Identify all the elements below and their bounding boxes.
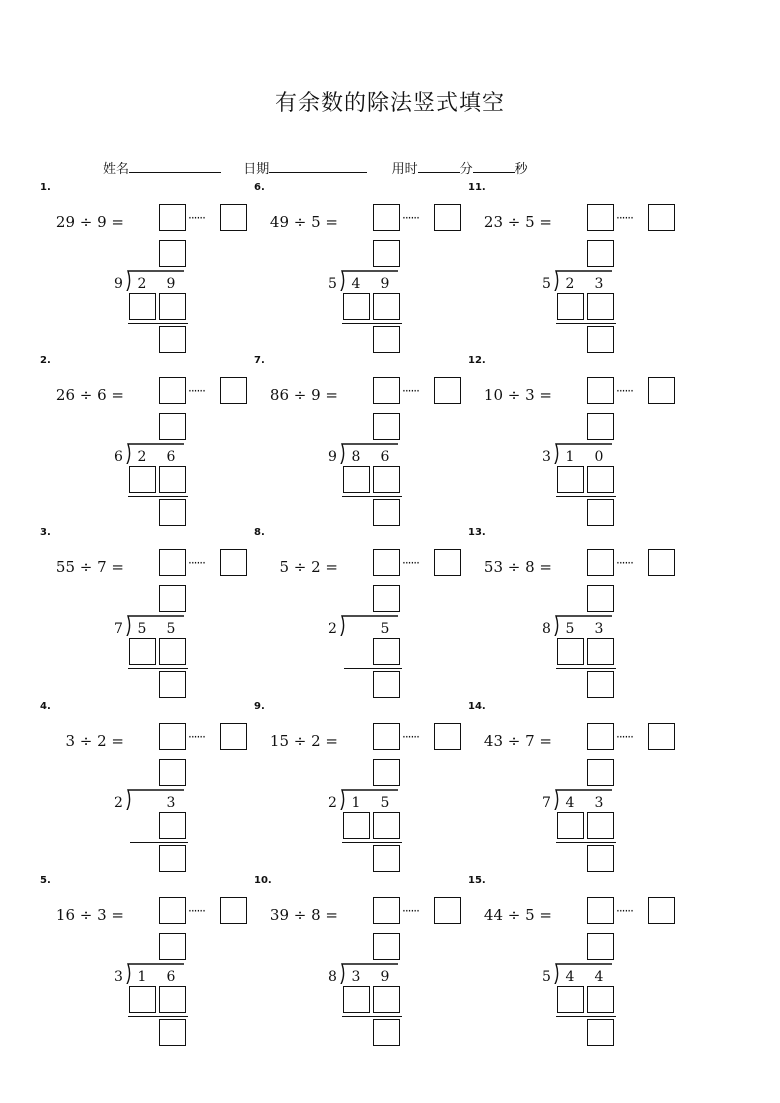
- equals-sign: =: [106, 213, 124, 231]
- vertical-remainder-box[interactable]: [373, 326, 400, 353]
- problem-number: 4.: [40, 701, 51, 712]
- equation-text: [54, 213, 124, 231]
- vertical-remainder-box[interactable]: [373, 499, 400, 526]
- dividend: 44: [483, 906, 503, 924]
- divisor-in-equation: 5: [525, 213, 535, 231]
- equals-sign: =: [534, 906, 552, 924]
- vertical-remainder-box[interactable]: [159, 1019, 186, 1046]
- product-tens-box[interactable]: [343, 293, 370, 320]
- dividend: 16: [55, 906, 75, 924]
- problem-number: 3.: [40, 527, 51, 538]
- quotient-answer-box[interactable]: [159, 377, 186, 404]
- dividend-tens-digit: 2: [137, 449, 147, 465]
- problem-item: [468, 701, 698, 871]
- remainder-answer-box[interactable]: [220, 377, 247, 404]
- dividend: 43: [483, 732, 503, 750]
- product-tens-box[interactable]: [129, 293, 156, 320]
- long-division-divisor: 7: [542, 795, 551, 811]
- equals-sign: =: [106, 906, 124, 924]
- quotient-answer-box[interactable]: [373, 377, 400, 404]
- divisor-in-equation: 3: [97, 906, 107, 924]
- product-tens-box[interactable]: [129, 638, 156, 665]
- vertical-quotient-box[interactable]: [159, 933, 186, 960]
- equals-sign: =: [106, 732, 124, 750]
- divide-sign: ÷: [289, 732, 312, 750]
- remainder-dots: ······: [188, 556, 205, 570]
- product-ones-box[interactable]: [159, 812, 186, 839]
- product-ones-box[interactable]: [373, 638, 400, 665]
- dividend-tens-digit: 1: [351, 795, 361, 811]
- product-tens-box[interactable]: [129, 466, 156, 493]
- remainder-dots: ······: [616, 556, 633, 570]
- dividend: 26: [55, 386, 75, 404]
- remainder-answer-box[interactable]: [434, 204, 461, 231]
- problem-number: 2.: [40, 355, 51, 366]
- divisor-in-equation: 9: [97, 213, 107, 231]
- remainder-dots: ······: [188, 904, 205, 918]
- vertical-remainder-box[interactable]: [587, 326, 614, 353]
- remainder-dots: ······: [402, 211, 419, 225]
- product-ones-box[interactable]: [587, 986, 614, 1013]
- quotient-answer-box[interactable]: [159, 723, 186, 750]
- remainder-answer-box[interactable]: [220, 549, 247, 576]
- problem-item: [468, 182, 698, 352]
- vertical-quotient-box[interactable]: [587, 759, 614, 786]
- product-ones-box[interactable]: [159, 293, 186, 320]
- vertical-remainder-box[interactable]: [159, 671, 186, 698]
- subtraction-line: [130, 842, 188, 843]
- name-label: 姓名: [103, 162, 130, 177]
- dividend-tens-digit: 1: [137, 969, 147, 985]
- problem-number: 1.: [40, 182, 51, 193]
- divisor-in-equation: 6: [97, 386, 107, 404]
- problem-number: 9.: [254, 701, 265, 712]
- equals-sign: =: [534, 213, 552, 231]
- quotient-answer-box[interactable]: [159, 897, 186, 924]
- subtraction-line: [128, 1016, 188, 1017]
- dividend-tens-digit: 5: [565, 621, 575, 637]
- long-division-divisor: 9: [114, 276, 123, 292]
- problem-number: 8.: [254, 527, 265, 538]
- subtraction-line: [344, 668, 402, 669]
- divide-sign: ÷: [75, 386, 98, 404]
- vertical-remainder-box[interactable]: [373, 1019, 400, 1046]
- problem-number: 6.: [254, 182, 265, 193]
- remainder-answer-box[interactable]: [434, 377, 461, 404]
- dividend-ones-digit: 6: [166, 449, 176, 465]
- product-tens-box[interactable]: [129, 986, 156, 1013]
- dividend-tens-digit: 3: [351, 969, 361, 985]
- long-division-divisor: 2: [328, 795, 337, 811]
- product-tens-box[interactable]: [557, 466, 584, 493]
- divisor-in-equation: 8: [311, 906, 321, 924]
- divide-sign: ÷: [289, 213, 312, 231]
- dividend-ones-digit: 3: [594, 621, 604, 637]
- product-tens-box[interactable]: [343, 812, 370, 839]
- dividend-tens-digit: 8: [351, 449, 361, 465]
- product-tens-box[interactable]: [343, 986, 370, 1013]
- vertical-quotient-box[interactable]: [373, 585, 400, 612]
- product-ones-box[interactable]: [159, 986, 186, 1013]
- remainder-dots: ······: [616, 904, 633, 918]
- problem-item: [254, 875, 484, 1045]
- product-ones-box[interactable]: [587, 812, 614, 839]
- divide-sign: ÷: [503, 213, 526, 231]
- remainder-dots: ······: [188, 730, 205, 744]
- remainder-answer-box[interactable]: [648, 897, 675, 924]
- product-tens-box[interactable]: [557, 986, 584, 1013]
- vertical-quotient-box[interactable]: [159, 585, 186, 612]
- long-division-divisor: 7: [114, 621, 123, 637]
- quotient-answer-box[interactable]: [373, 549, 400, 576]
- problem-number: 15.: [468, 875, 486, 886]
- divisor-in-equation: 7: [97, 558, 107, 576]
- subtraction-line: [342, 1016, 402, 1017]
- remainder-answer-box[interactable]: [220, 723, 247, 750]
- dividend: 39: [269, 906, 289, 924]
- equation-text: [54, 386, 124, 404]
- vertical-quotient-box[interactable]: [587, 933, 614, 960]
- problem-number: 10.: [254, 875, 272, 886]
- remainder-dots: ······: [402, 904, 419, 918]
- date-field[interactable]: [269, 158, 367, 173]
- divide-sign: ÷: [289, 906, 312, 924]
- divide-sign: ÷: [289, 558, 312, 576]
- vertical-remainder-box[interactable]: [159, 845, 186, 872]
- remainder-dots: ······: [188, 384, 205, 398]
- dividend: 23: [483, 213, 503, 231]
- problem-number: 12.: [468, 355, 486, 366]
- divisor-in-equation: 3: [525, 386, 535, 404]
- seconds-label: 秒: [514, 162, 528, 177]
- equals-sign: =: [320, 906, 338, 924]
- product-tens-box[interactable]: [557, 293, 584, 320]
- vertical-remainder-box[interactable]: [159, 326, 186, 353]
- divisor-in-equation: 7: [525, 732, 535, 750]
- divide-sign: ÷: [289, 386, 312, 404]
- vertical-quotient-box[interactable]: [587, 240, 614, 267]
- remainder-answer-box[interactable]: [648, 204, 675, 231]
- vertical-quotient-box[interactable]: [159, 240, 186, 267]
- vertical-remainder-box[interactable]: [587, 845, 614, 872]
- remainder-answer-box[interactable]: [648, 549, 675, 576]
- dividend-ones-digit: 4: [594, 969, 604, 985]
- problem-item: [468, 875, 698, 1045]
- divisor-in-equation: 5: [525, 906, 535, 924]
- problem-item: [40, 182, 270, 352]
- dividend-tens-digit: 2: [137, 276, 147, 292]
- vertical-remainder-box[interactable]: [587, 671, 614, 698]
- divisor-in-equation: 2: [97, 732, 107, 750]
- dividend-tens-digit: 4: [565, 795, 575, 811]
- subtraction-line: [128, 496, 188, 497]
- equation-text: [268, 558, 338, 576]
- product-ones-box[interactable]: [373, 466, 400, 493]
- equation-text: [268, 906, 338, 924]
- quotient-answer-box[interactable]: [373, 204, 400, 231]
- subtraction-line: [342, 842, 402, 843]
- equals-sign: =: [106, 386, 124, 404]
- equals-sign: =: [320, 213, 338, 231]
- problem-item: [254, 355, 484, 525]
- dividend-ones-digit: 6: [166, 969, 176, 985]
- minutes-label: 分: [459, 162, 473, 177]
- problem-item: [40, 875, 270, 1045]
- problem-item: [40, 355, 270, 525]
- dividend-ones-digit: 9: [380, 969, 390, 985]
- quotient-answer-box[interactable]: [587, 549, 614, 576]
- dividend: 10: [483, 386, 503, 404]
- long-division-divisor: 2: [328, 621, 337, 637]
- quotient-answer-box[interactable]: [587, 204, 614, 231]
- subtraction-line: [556, 1016, 616, 1017]
- problem-item: [40, 527, 270, 697]
- product-ones-box[interactable]: [587, 466, 614, 493]
- vertical-quotient-box[interactable]: [587, 413, 614, 440]
- divisor-in-equation: 2: [311, 558, 321, 576]
- dividend-ones-digit: 0: [594, 449, 604, 465]
- dividend: 3: [65, 732, 75, 750]
- remainder-dots: ······: [616, 730, 633, 744]
- equation-text: [482, 906, 552, 924]
- remainder-answer-box[interactable]: [648, 723, 675, 750]
- dividend-tens-digit: 4: [351, 276, 361, 292]
- dividend-ones-digit: 5: [380, 621, 390, 637]
- quotient-answer-box[interactable]: [373, 897, 400, 924]
- vertical-remainder-box[interactable]: [587, 499, 614, 526]
- equals-sign: =: [106, 558, 124, 576]
- name-field[interactable]: [129, 158, 221, 173]
- equals-sign: =: [534, 558, 552, 576]
- quotient-answer-box[interactable]: [159, 549, 186, 576]
- product-ones-box[interactable]: [587, 638, 614, 665]
- long-division-divisor: 3: [542, 449, 551, 465]
- dividend-tens-digit: 2: [565, 276, 575, 292]
- divide-sign: ÷: [75, 732, 98, 750]
- date-label: 日期: [243, 162, 270, 177]
- dividend-tens-digit: 4: [565, 969, 575, 985]
- equation-text: [268, 213, 338, 231]
- remainder-dots: ······: [616, 211, 633, 225]
- long-division-divisor: 3: [114, 969, 123, 985]
- vertical-remainder-box[interactable]: [587, 1019, 614, 1046]
- product-ones-box[interactable]: [159, 466, 186, 493]
- vertical-remainder-box[interactable]: [373, 671, 400, 698]
- equation-text: [482, 732, 552, 750]
- remainder-answer-box[interactable]: [434, 549, 461, 576]
- vertical-quotient-box[interactable]: [159, 759, 186, 786]
- dividend: 5: [279, 558, 289, 576]
- long-division-divisor: 2: [114, 795, 123, 811]
- dividend-ones-digit: 6: [380, 449, 390, 465]
- remainder-answer-box[interactable]: [220, 897, 247, 924]
- remainder-answer-box[interactable]: [434, 723, 461, 750]
- divide-sign: ÷: [503, 558, 526, 576]
- remainder-answer-box[interactable]: [220, 204, 247, 231]
- long-division-divisor: 5: [542, 969, 551, 985]
- problem-number: 11.: [468, 182, 486, 193]
- dividend-ones-digit: 3: [594, 795, 604, 811]
- product-ones-box[interactable]: [373, 293, 400, 320]
- vertical-quotient-box[interactable]: [373, 413, 400, 440]
- vertical-remainder-box[interactable]: [159, 499, 186, 526]
- seconds-field[interactable]: [473, 158, 515, 173]
- dividend: 86: [269, 386, 289, 404]
- equation-text: [482, 213, 552, 231]
- long-division-divisor: 8: [542, 621, 551, 637]
- remainder-dots: ······: [402, 730, 419, 744]
- dividend: 55: [55, 558, 75, 576]
- minutes-field[interactable]: [418, 158, 460, 173]
- long-division-divisor: 5: [328, 276, 337, 292]
- product-tens-box[interactable]: [343, 466, 370, 493]
- equals-sign: =: [534, 732, 552, 750]
- dividend: 49: [269, 213, 289, 231]
- subtraction-line: [556, 668, 616, 669]
- product-ones-box[interactable]: [373, 812, 400, 839]
- vertical-quotient-box[interactable]: [373, 759, 400, 786]
- product-tens-box[interactable]: [557, 638, 584, 665]
- equation-text: [482, 386, 552, 404]
- vertical-remainder-box[interactable]: [373, 845, 400, 872]
- divisor-in-equation: 5: [311, 213, 321, 231]
- equation-text: [268, 386, 338, 404]
- subtraction-line: [556, 842, 616, 843]
- subtraction-line: [556, 323, 616, 324]
- long-division-divisor: 8: [328, 969, 337, 985]
- dividend: 53: [483, 558, 503, 576]
- subtraction-line: [342, 323, 402, 324]
- vertical-quotient-box[interactable]: [587, 585, 614, 612]
- subtraction-line: [128, 323, 188, 324]
- divide-sign: ÷: [75, 558, 98, 576]
- problem-number: 13.: [468, 527, 486, 538]
- dividend-tens-digit: 1: [565, 449, 575, 465]
- page-title: 有余数的除法竖式填空: [274, 91, 505, 116]
- problem-number: 14.: [468, 701, 486, 712]
- divide-sign: ÷: [503, 906, 526, 924]
- vertical-quotient-box[interactable]: [159, 413, 186, 440]
- subtraction-line: [342, 496, 402, 497]
- equals-sign: =: [534, 386, 552, 404]
- long-division-divisor: 5: [542, 276, 551, 292]
- quotient-answer-box[interactable]: [587, 897, 614, 924]
- equation-text: [482, 558, 552, 576]
- quotient-answer-box[interactable]: [587, 723, 614, 750]
- remainder-answer-box[interactable]: [434, 897, 461, 924]
- remainder-answer-box[interactable]: [648, 377, 675, 404]
- dividend-ones-digit: 5: [380, 795, 390, 811]
- dividend: 15: [269, 732, 289, 750]
- divide-sign: ÷: [75, 906, 98, 924]
- dividend-tens-digit: 5: [137, 621, 147, 637]
- product-ones-box[interactable]: [373, 986, 400, 1013]
- equation-text: [54, 558, 124, 576]
- divisor-in-equation: 8: [525, 558, 535, 576]
- problem-item: [254, 527, 484, 697]
- divide-sign: ÷: [503, 732, 526, 750]
- remainder-dots: ······: [616, 384, 633, 398]
- subtraction-line: [128, 668, 188, 669]
- problem-number: 5.: [40, 875, 51, 886]
- divide-sign: ÷: [75, 213, 98, 231]
- dividend: 29: [55, 213, 75, 231]
- student-info-header: [103, 158, 528, 177]
- problem-item: [254, 182, 484, 352]
- equals-sign: =: [320, 386, 338, 404]
- divisor-in-equation: 2: [311, 732, 321, 750]
- dividend-ones-digit: 3: [594, 276, 604, 292]
- vertical-quotient-box[interactable]: [373, 933, 400, 960]
- long-division-divisor: 9: [328, 449, 337, 465]
- quotient-answer-box[interactable]: [587, 377, 614, 404]
- remainder-dots: ······: [188, 211, 205, 225]
- dividend-ones-digit: 3: [166, 795, 176, 811]
- dividend-ones-digit: 9: [166, 276, 176, 292]
- dividend-ones-digit: 5: [166, 621, 176, 637]
- dividend-ones-digit: 9: [380, 276, 390, 292]
- vertical-quotient-box[interactable]: [373, 240, 400, 267]
- remainder-dots: ······: [402, 384, 419, 398]
- problem-number: 7.: [254, 355, 265, 366]
- quotient-answer-box[interactable]: [159, 204, 186, 231]
- equals-sign: =: [320, 558, 338, 576]
- subtraction-line: [556, 496, 616, 497]
- product-ones-box[interactable]: [159, 638, 186, 665]
- equals-sign: =: [320, 732, 338, 750]
- divisor-in-equation: 9: [311, 386, 321, 404]
- quotient-answer-box[interactable]: [373, 723, 400, 750]
- problem-item: [468, 355, 698, 525]
- time-label: 用时: [391, 162, 418, 177]
- problem-item: [254, 701, 484, 871]
- equation-text: [54, 732, 124, 750]
- divide-sign: ÷: [503, 386, 526, 404]
- remainder-dots: ······: [402, 556, 419, 570]
- product-ones-box[interactable]: [587, 293, 614, 320]
- product-tens-box[interactable]: [557, 812, 584, 839]
- long-division-divisor: 6: [114, 449, 123, 465]
- equation-text: [54, 906, 124, 924]
- problem-item: [40, 701, 270, 871]
- equation-text: [268, 732, 338, 750]
- problem-item: [468, 527, 698, 697]
